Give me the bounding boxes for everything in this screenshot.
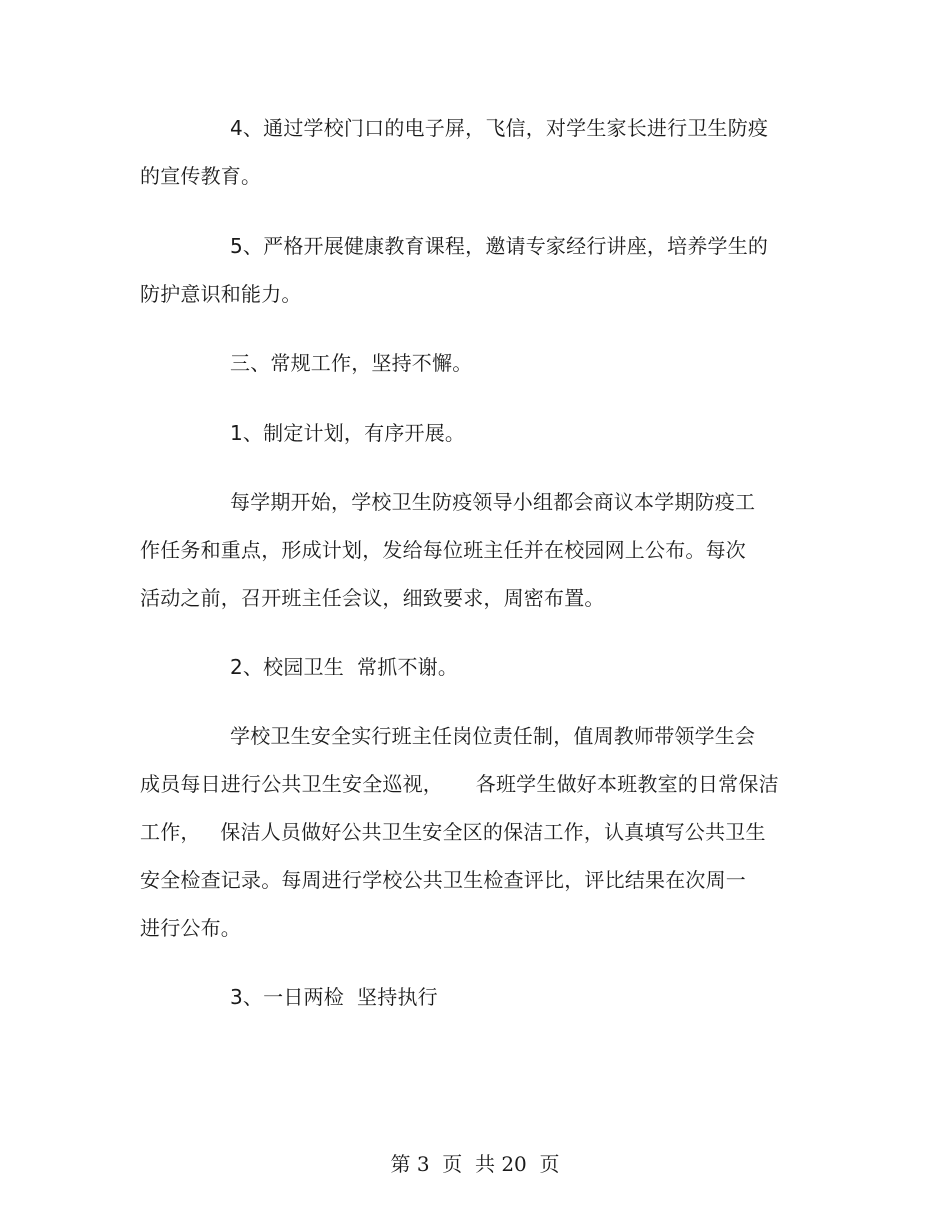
item-4-line-1: 4、通过学校门口的电子屏，飞信，对学生家长进行卫生防疫 [230,116,769,140]
paragraph-2-line-2: 成员每日进行公共卫生安全巡视， 各班学生做好本班教室的日常保洁 [140,772,779,796]
paragraph-2-line-4: 安全检查记录。每周进行学校公共卫生检查评比，评比结果在次周一 [140,868,746,892]
subsection-3-heading: 3、一日两检 坚持执行 [230,985,438,1009]
page-number-footer: 第 3 页 共 20 页 [390,1152,560,1176]
section-three-heading: 三、常规工作，坚持不懈。 [230,351,473,375]
paragraph-1-line-1: 每学期开始，学校卫生防疫领导小组都会商议本学期防疫工 [230,490,756,514]
paragraph-1-line-2: 作任务和重点，形成计划，发给每位班主任并在校园网上公布。每次 [140,538,746,562]
item-5-line-2: 防护意识和能力。 [140,282,302,306]
item-4-line-2: 的宣传教育。 [140,164,262,188]
subsection-1-heading: 1、制定计划，有序开展。 [230,421,466,445]
paragraph-2-line-5: 进行公布。 [140,916,241,940]
paragraph-2-line-3: 工作， 保洁人员做好公共卫生安全区的保洁工作，认真填写公共卫生 [140,820,766,844]
paragraph-2-line-1: 学校卫生安全实行班主任岗位责任制，值周教师带领学生会 [230,724,756,748]
paragraph-1-line-3: 活动之前，召开班主任会议，细致要求，周密布置。 [140,586,605,610]
subsection-2-heading: 2、校园卫生 常抓不谢。 [230,655,459,679]
item-5-line-1: 5、严格开展健康教育课程，邀请专家经行讲座，培养学生的 [230,234,769,258]
